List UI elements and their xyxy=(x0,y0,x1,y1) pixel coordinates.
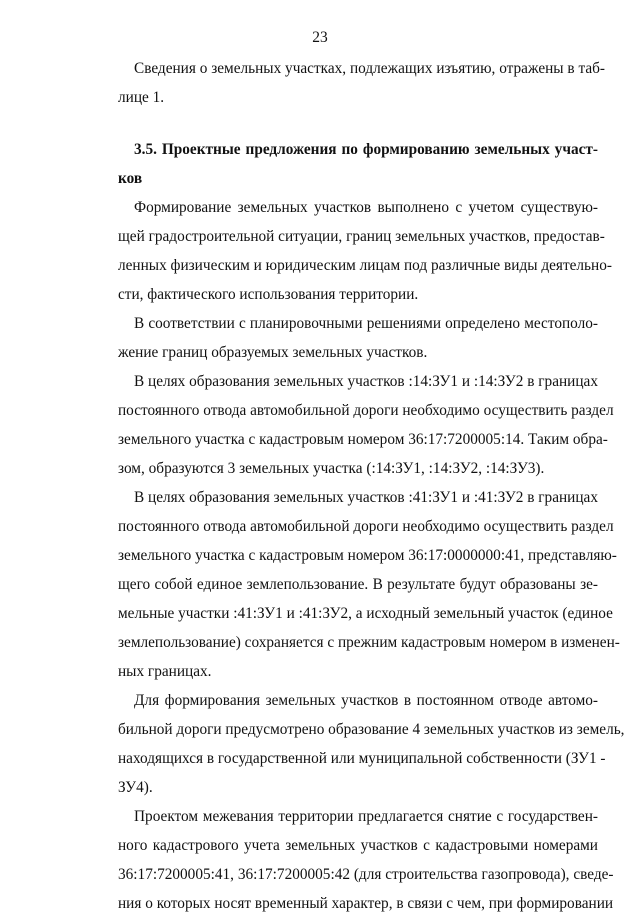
text-line: ния о которых носят временный характер, в связи с чем, при формировании xyxy=(118,895,614,912)
text-line: ленных физическим и юридическим лицам под различные виды деятельно- xyxy=(118,257,612,274)
text-line: бильной дороги предусмотрено образование 4 земельных участков из земель, xyxy=(118,721,625,738)
paragraph-plot-14-division xyxy=(118,367,614,483)
text-line: находящихся в государственной или муниципальной собственности (ЗУ1 - xyxy=(118,750,606,767)
heading-line: ков xyxy=(118,170,143,187)
text-line: земельного участка с кадастровым номером 36:17:0000000:41, представляю- xyxy=(118,547,617,564)
text-line: Для формирования земельных участков в постоянном отводе автомо- xyxy=(134,692,598,709)
text-line: земельного участка с кадастровым номером 36:17:7200005:14. Таким обра- xyxy=(118,431,608,448)
text-line: ЗУ4). xyxy=(118,779,153,796)
paragraph-gap xyxy=(118,112,598,135)
paragraph-formation-basis xyxy=(118,193,612,309)
section-heading xyxy=(118,135,598,193)
text-line: щего собой единое землепользование. В результате будут образованы зе- xyxy=(118,576,598,593)
text-line: ных границах. xyxy=(118,663,212,680)
text-line: В целях образования земельных участков :14:ЗУ1 и :14:ЗУ2 в границах xyxy=(134,373,598,390)
text-line: мельные участки :41:ЗУ1 и :41:ЗУ2, а исходный земельный участок (единое xyxy=(118,605,613,622)
text-line: постоянного отвода автомобильной дороги необходимо осуществить раздел xyxy=(118,402,614,419)
paragraph-road-plots-formation xyxy=(118,686,625,802)
text-line: лице 1. xyxy=(118,89,165,106)
text-line: сти, фактического использования территории. xyxy=(118,286,419,303)
text-line: Проектом межевания территории предлагается снятие с государствен- xyxy=(134,808,598,825)
text-line: 36:17:7200005:41, 36:17:7200005:42 (для строительства газопровода), сведе- xyxy=(118,866,614,883)
page-number: 23 xyxy=(312,29,328,46)
text-line: Формирование земельных участков выполнено с учетом существую- xyxy=(134,199,598,216)
text-line: В целях образования земельных участков :41:ЗУ1 и :41:ЗУ2 в границах xyxy=(134,489,598,506)
text-line: землепользование) сохраняется с прежним кадастровым номером в изменен- xyxy=(118,634,620,651)
paragraph-cadastral-removal xyxy=(118,802,614,918)
paragraph-land-withdrawal-note xyxy=(118,54,605,112)
text-line: зом, образуются 3 земельных участка (:14:ЗУ1, :14:ЗУ2, :14:ЗУ3). xyxy=(118,460,545,477)
text-line: щей градостроительной ситуации, границ земельных участков, предостав- xyxy=(118,228,605,245)
paragraph-boundaries-location xyxy=(118,309,598,367)
text-line: жение границ образуемых земельных участков. xyxy=(118,344,428,361)
text-line: постоянного отвода автомобильной дороги необходимо осуществить раздел xyxy=(118,518,614,535)
text-line: Сведения о земельных участках, подлежащих изъятию, отражены в таб- xyxy=(134,60,605,77)
heading-line: 3.5. Проектные предложения по формированию земельных участ- xyxy=(134,141,598,158)
paragraph-plot-41-division xyxy=(118,483,620,686)
text-line: В соответствии с планировочными решениями определено местополо- xyxy=(134,315,598,332)
document-body xyxy=(118,54,625,918)
text-line: ного кадастрового учета земельных участков с кадастровыми номерами xyxy=(118,837,598,854)
